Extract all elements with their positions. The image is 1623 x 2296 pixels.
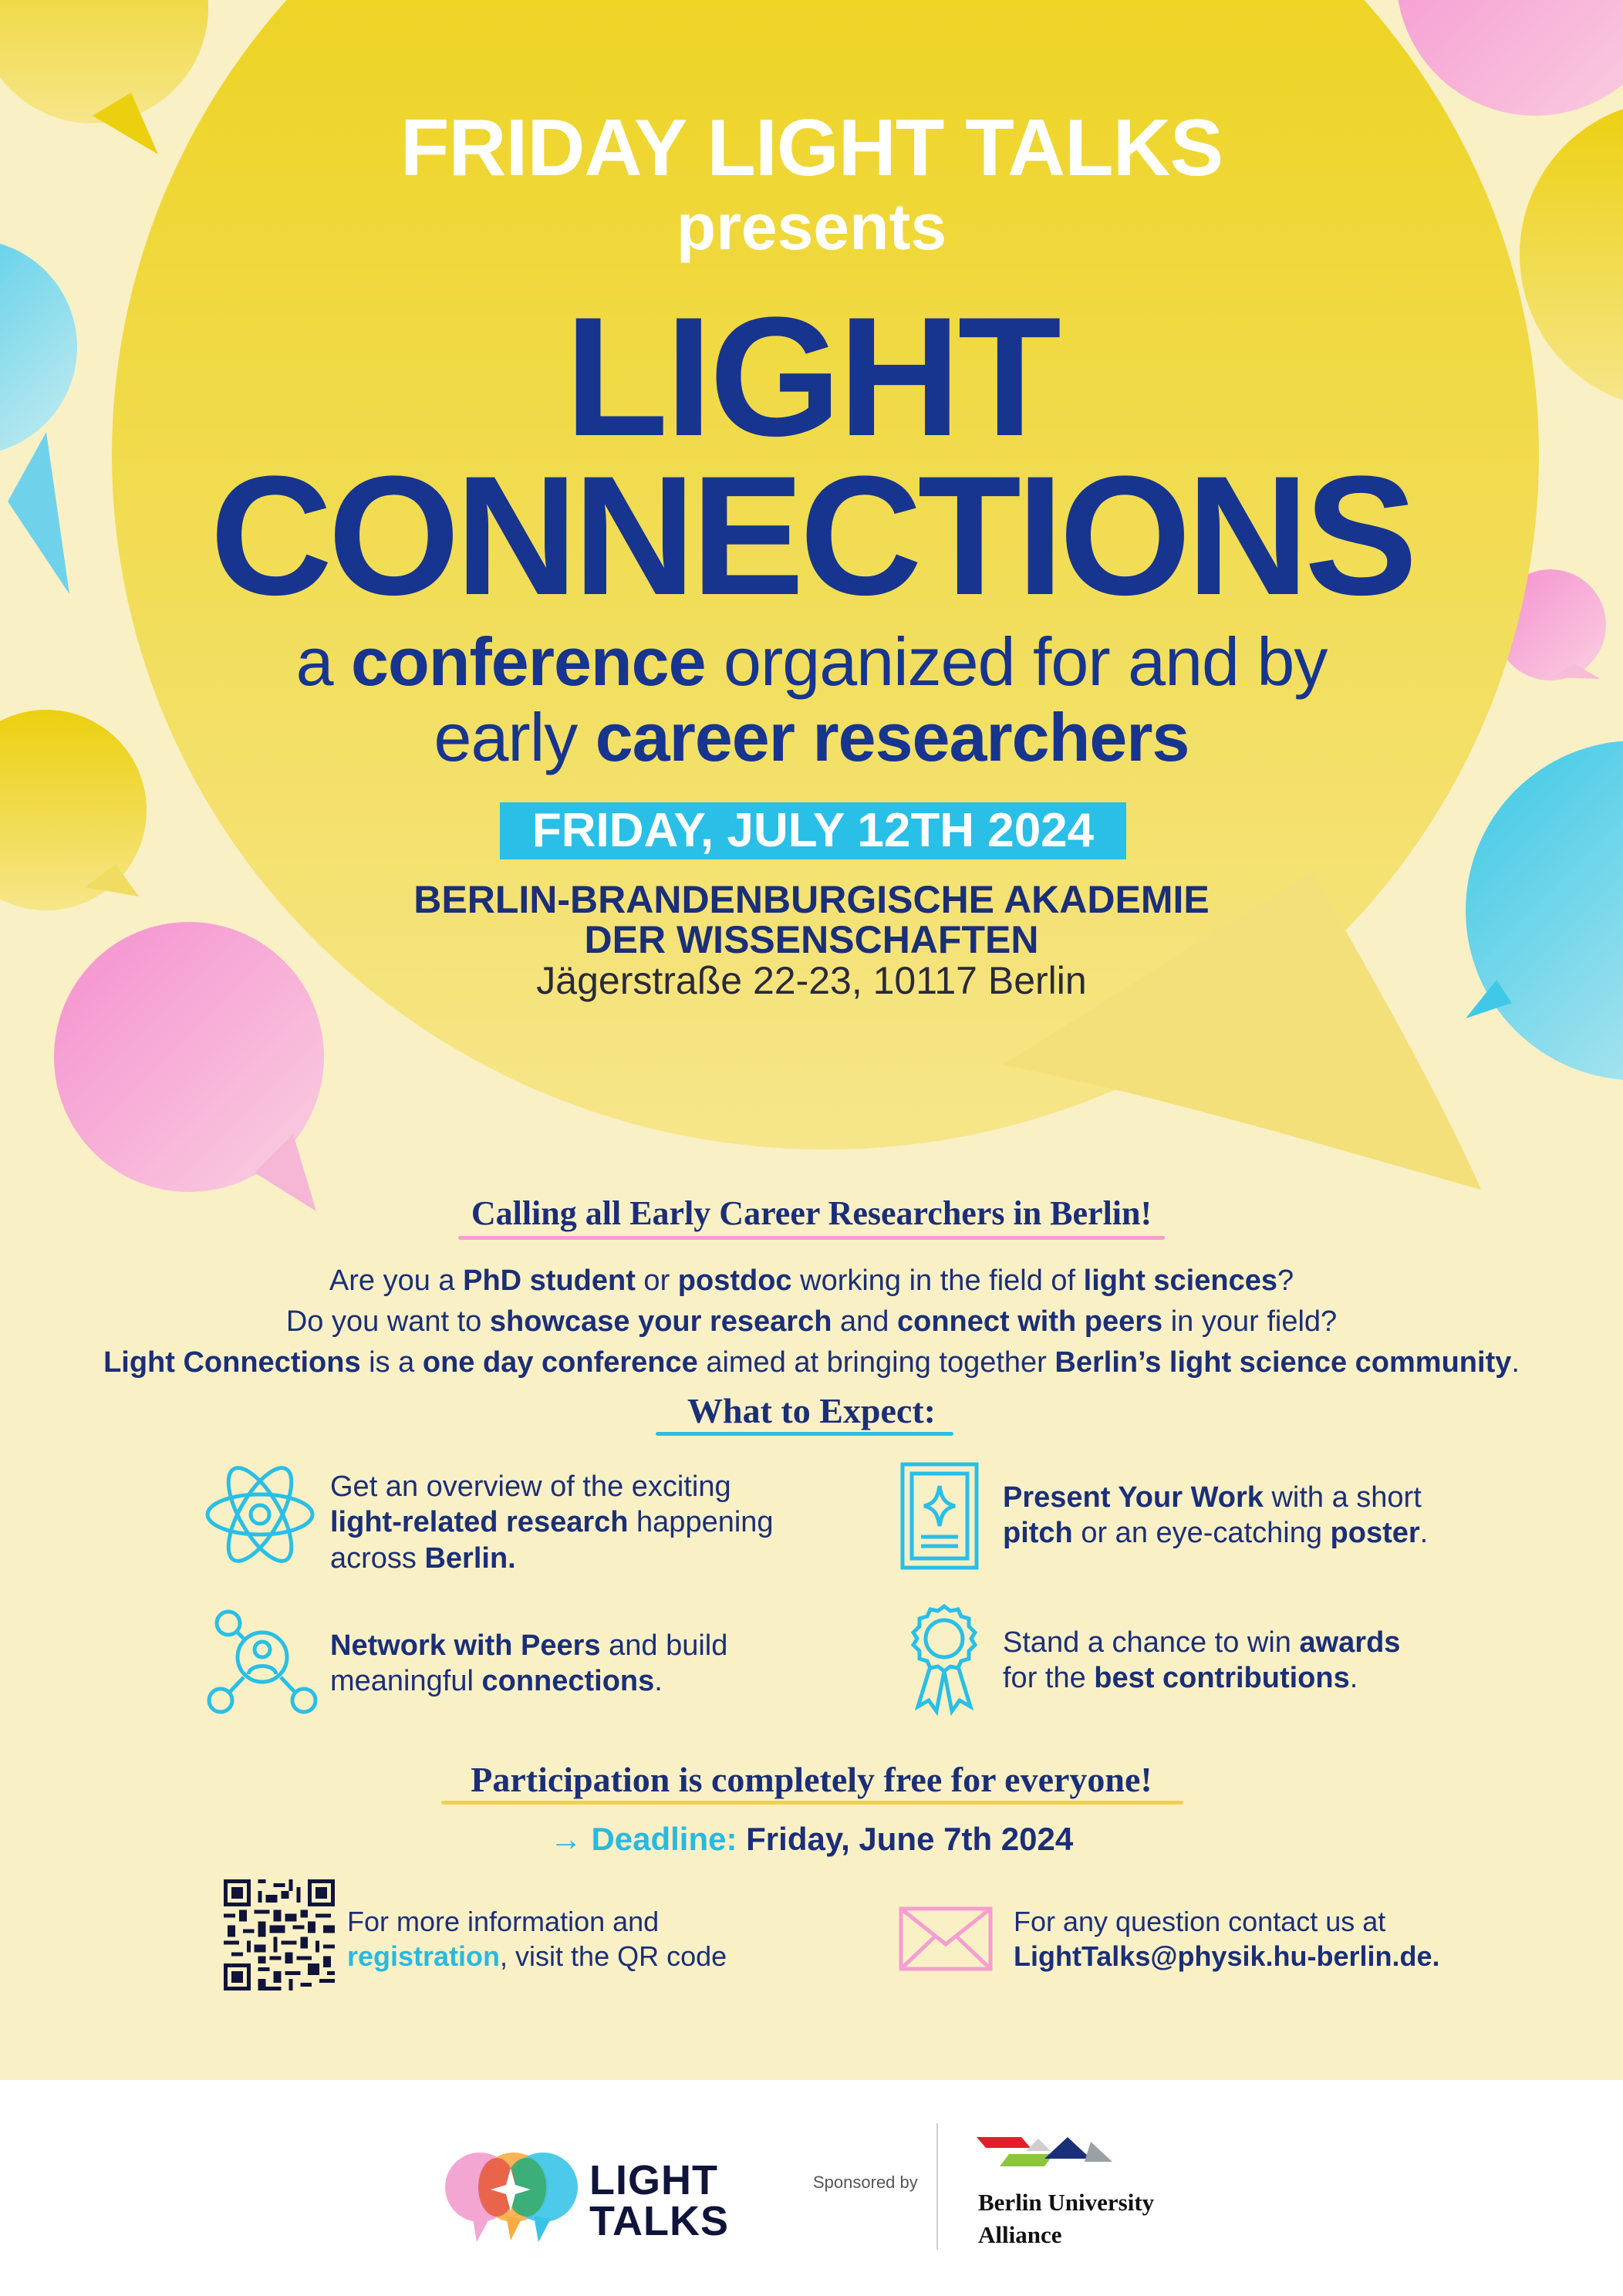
expect-text: . — [1349, 1662, 1358, 1695]
light-talks-logo-text — [589, 2157, 729, 2244]
expect-text: or an eye-catching — [1072, 1517, 1331, 1550]
intro-line1 — [0, 1261, 1623, 1302]
expect-item-present — [1003, 1480, 1428, 1551]
expect-text: Get an overview of the exciting — [330, 1470, 731, 1503]
presents-label: presents — [676, 191, 947, 263]
registration-link[interactable]: registration — [347, 1940, 501, 1972]
info-contact — [347, 1904, 727, 1974]
calling-heading: Calling all Early Career Researchers in Berlin! — [471, 1194, 1152, 1232]
expect-text: across — [330, 1541, 425, 1575]
deadline-label: Deadline: — [591, 1821, 737, 1857]
expect-item-network — [330, 1628, 727, 1700]
expect-bold: pitch — [1003, 1517, 1073, 1550]
berlin-university-alliance-logo-icon — [977, 2134, 1112, 2169]
expect-text: Stand a chance to win — [1003, 1626, 1300, 1659]
intro-line3 — [0, 1342, 1623, 1383]
calling-underline — [458, 1236, 1165, 1240]
expect-text: meaningful — [330, 1665, 482, 1698]
event-date-badge: FRIDAY, JULY 12TH 2024 — [500, 802, 1126, 859]
expect-bold: poster — [1330, 1517, 1420, 1550]
intro-text: Are you a — [329, 1264, 464, 1297]
sponsor-line2: Alliance — [978, 2220, 1062, 2248]
email-contact — [1014, 1904, 1440, 1974]
intro-paragraph — [0, 1261, 1623, 1384]
expect-text: . — [654, 1665, 663, 1698]
expect-item-awards — [1003, 1625, 1400, 1697]
email-address-link[interactable]: LightTalks@physik.hu-berlin.de. — [1014, 1940, 1440, 1972]
award-icon — [907, 1602, 981, 1716]
intro-text: in your field? — [1162, 1305, 1338, 1339]
intro-text: . — [1511, 1346, 1520, 1379]
expect-bold: connections — [481, 1665, 655, 1698]
expect-item-research — [330, 1469, 774, 1576]
network-icon — [205, 1606, 319, 1717]
expect-heading: What to Expect: — [687, 1391, 936, 1430]
info-text: For more information and — [347, 1906, 660, 1937]
intro-text: aimed at bringing together — [697, 1346, 1055, 1379]
tagline-bold: conference — [351, 623, 706, 700]
intro-text: Do you want to — [285, 1305, 490, 1339]
expect-text: . — [1419, 1517, 1429, 1550]
expect-bold: best contributions — [1094, 1662, 1350, 1695]
footer-bar — [0, 2080, 1623, 2296]
expect-bold: awards — [1299, 1626, 1401, 1659]
intro-line2 — [0, 1302, 1623, 1342]
intro-text: working in the field of — [791, 1264, 1084, 1297]
expect-text: with a short — [1263, 1481, 1422, 1514]
expect-bold: Present Your Work — [1003, 1481, 1264, 1514]
expect-text: and build — [600, 1629, 728, 1662]
intro-bold: Berlin’s light science community — [1054, 1346, 1512, 1379]
intro-bold: light sciences — [1083, 1264, 1277, 1297]
intro-bold: postdoc — [677, 1264, 792, 1297]
expect-bold: Berlin. — [424, 1541, 516, 1575]
footer-divider — [936, 2123, 938, 2250]
intro-text: is a — [360, 1346, 423, 1379]
participation-heading: Participation is completely free for everyone! — [471, 1760, 1152, 1799]
tagline-text: organized for and by — [705, 623, 1328, 700]
tagline-bold: career researchers — [595, 699, 1189, 775]
intro-bold: PhD student — [463, 1264, 636, 1297]
tagline-line1 — [0, 623, 1623, 700]
main-title-line1: LIGHT — [565, 282, 1058, 471]
expect-bold: Network with Peers — [330, 1629, 601, 1662]
logo-line1: LIGHT — [589, 2157, 718, 2203]
expect-underline — [656, 1432, 953, 1436]
intro-bold: one day conference — [422, 1346, 698, 1379]
sponsor-line1: Berlin University — [978, 2189, 1155, 2216]
intro-bold: showcase your research — [489, 1305, 832, 1339]
envelope-icon — [898, 1906, 994, 1972]
sponsored-by-label: Sponsored by — [813, 2173, 918, 2192]
poster-icon — [899, 1461, 980, 1571]
info-text: , visit the QR code — [500, 1940, 727, 1972]
intro-bold: Light Connections — [103, 1346, 361, 1379]
intro-text: and — [832, 1305, 897, 1339]
atom-icon — [202, 1457, 318, 1572]
email-prompt: For any question contact us at — [1014, 1906, 1386, 1937]
deadline-value: Friday, June 7th 2024 — [746, 1821, 1074, 1857]
arrow-right-icon: → — [549, 1821, 582, 1857]
deadline-line — [0, 1821, 1623, 1858]
venue-address: Jägerstraße 22-23, 10117 Berlin — [536, 959, 1087, 1002]
tagline-line2 — [0, 699, 1623, 775]
tagline-text: a — [295, 623, 352, 700]
venue-name-line2: DER WISSENSCHAFTEN — [584, 918, 1039, 961]
tagline-text: early — [434, 699, 596, 775]
intro-bold: connect with peers — [896, 1305, 1163, 1339]
eyebrow-title: FRIDAY LIGHT TALKS — [400, 103, 1223, 193]
intro-text: or — [635, 1264, 678, 1297]
qr-code-icon[interactable] — [224, 1879, 335, 1990]
expect-text: happening — [628, 1506, 774, 1539]
main-title-line2: CONNECTIONS — [210, 441, 1413, 630]
intro-text: ? — [1277, 1264, 1294, 1297]
expect-bold: light-related research — [330, 1506, 629, 1539]
light-talks-logo-icon — [441, 2145, 582, 2245]
venue-name-line1: BERLIN-BRANDENBURGISCHE AKADEMIE — [413, 878, 1210, 921]
expect-text: for the — [1003, 1662, 1095, 1695]
logo-line2: TALKS — [589, 2197, 729, 2244]
sponsor-name — [978, 2186, 1154, 2251]
participation-underline — [441, 1801, 1183, 1805]
